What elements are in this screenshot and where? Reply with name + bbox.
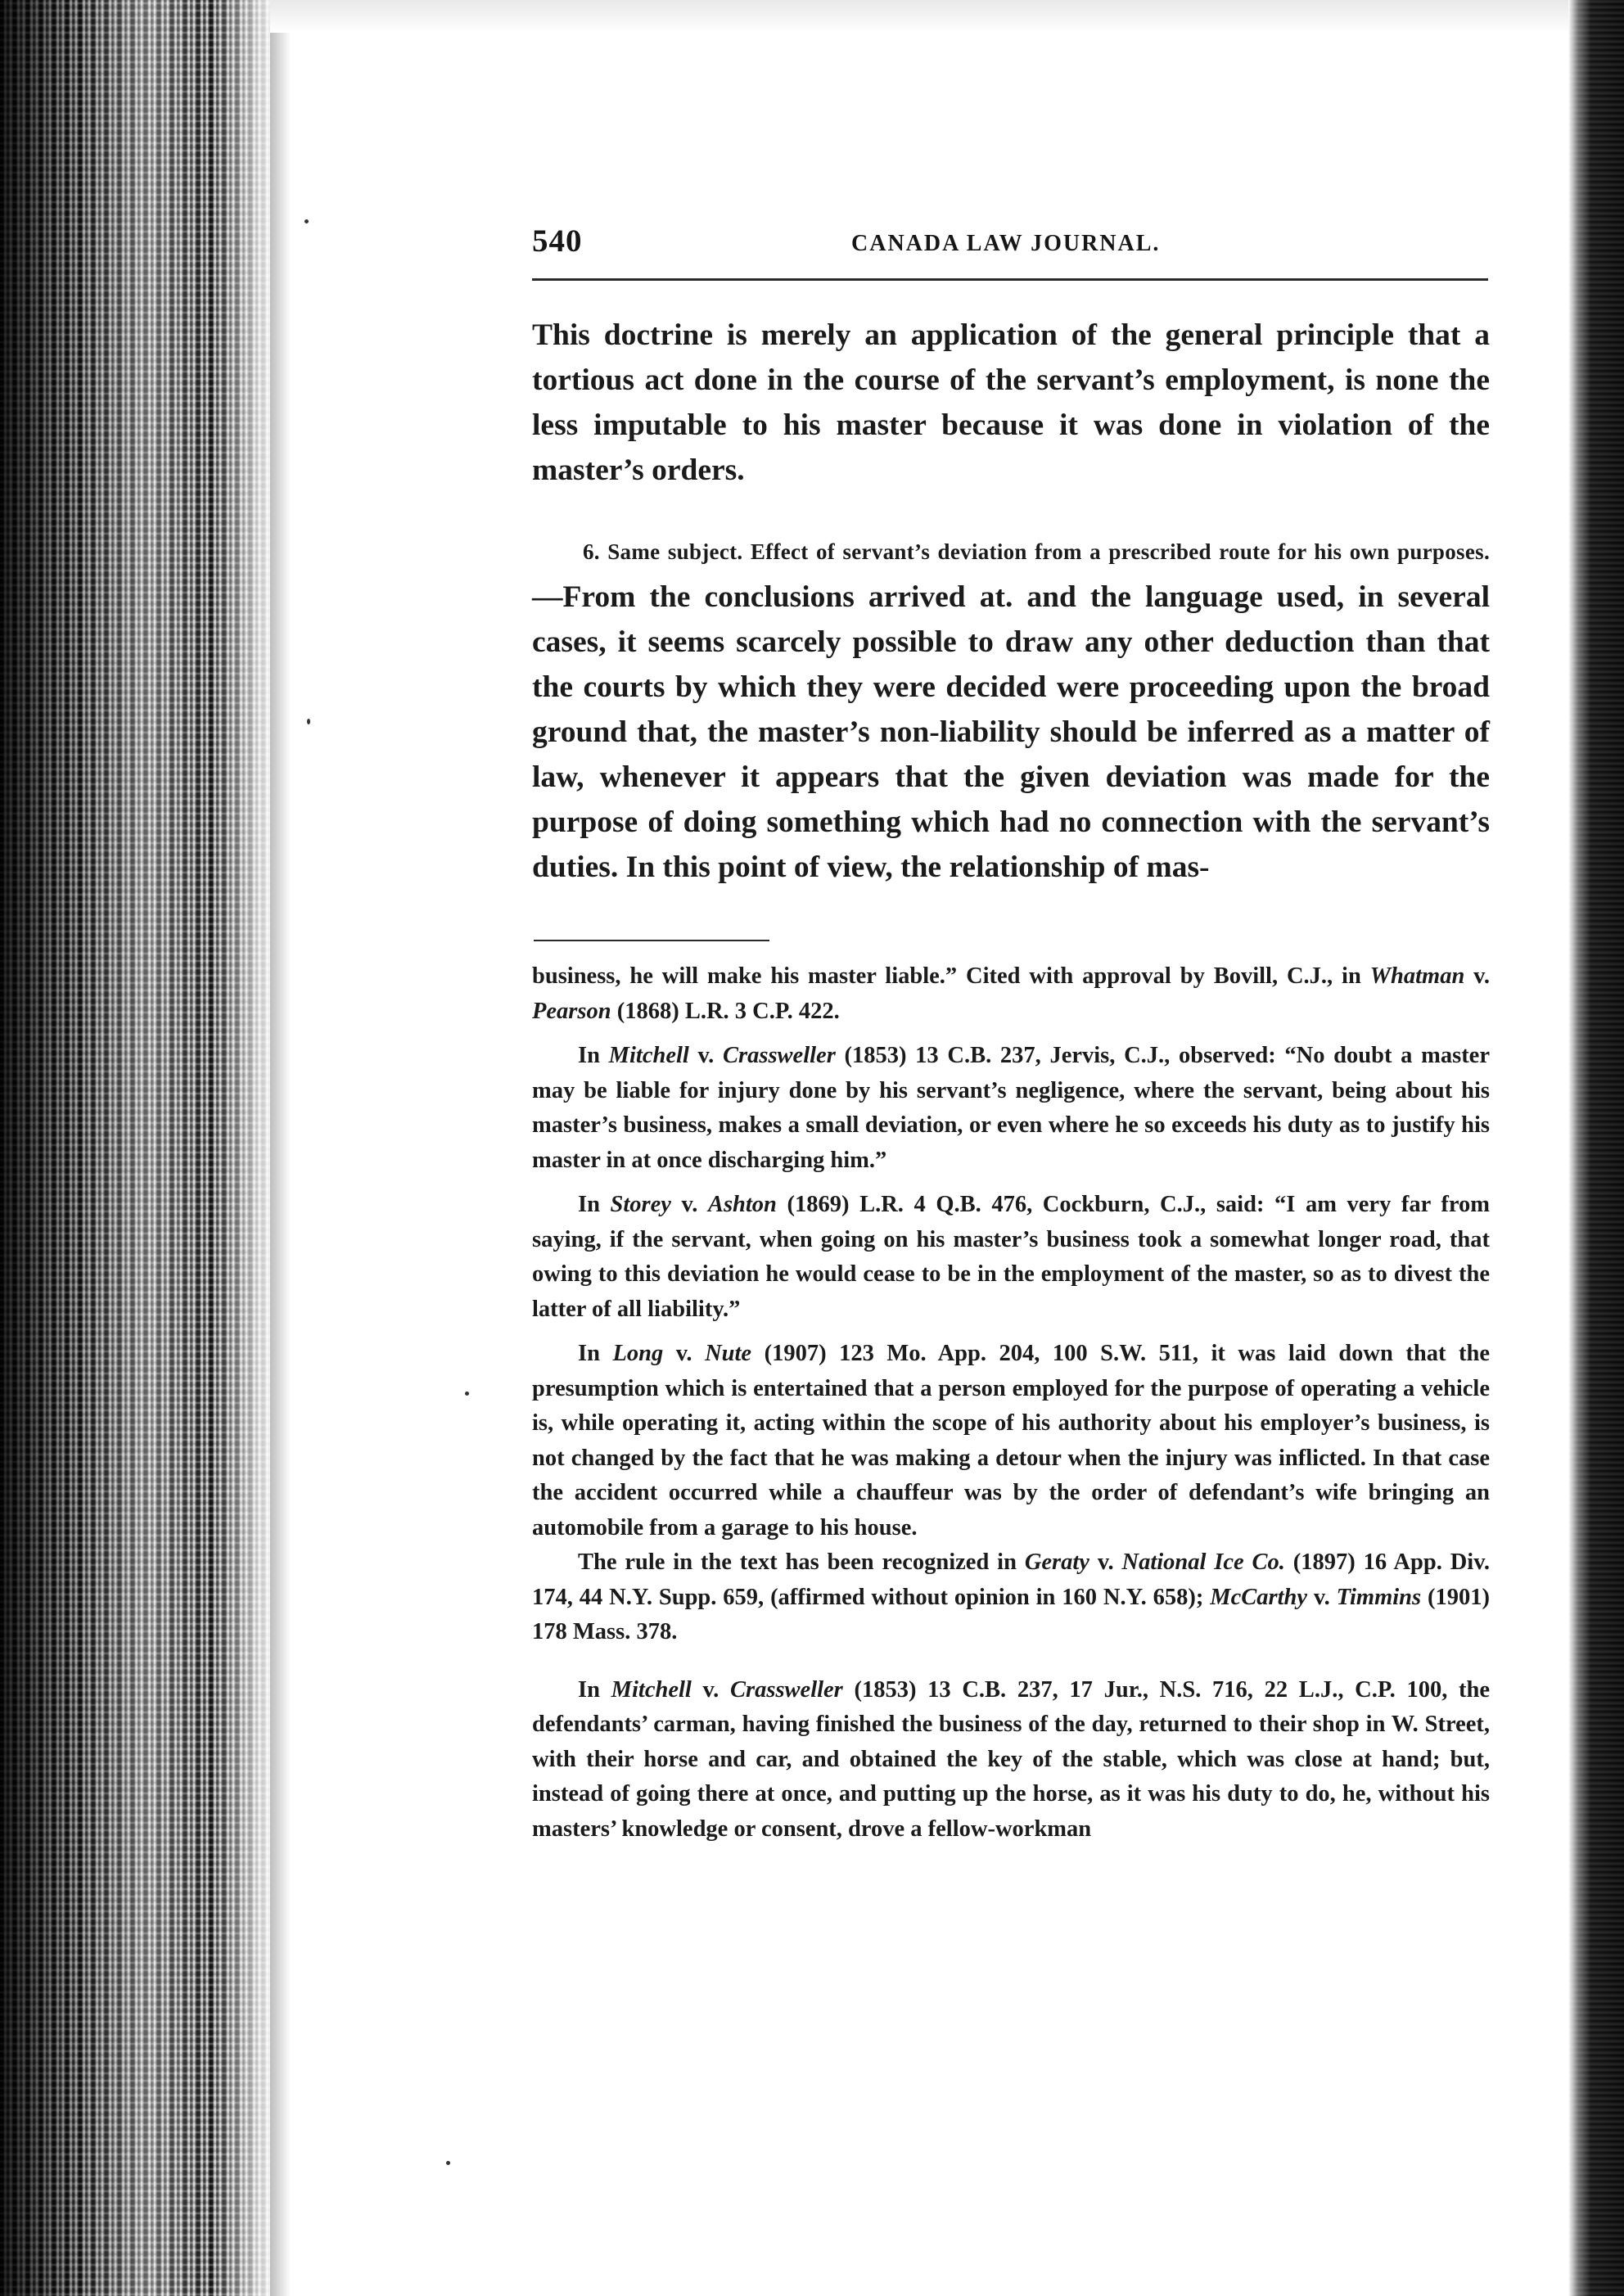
case-name: Mitchell [611, 1676, 692, 1703]
header-rule [532, 278, 1488, 281]
scan-shadow-top [270, 0, 1568, 33]
scan-speck [465, 1392, 469, 1396]
footnote-paragraph: In Storey v. Ashton (1869) L.R. 4 Q.B. 476, Cockburn, C.J., said: “I am very far from saying, if the servant, when going on his master’s business took a somewhat longer road, that owing to this deviation he would cease to be in the employment of the master, so as to divest the latter of all liability.” [532, 1192, 1490, 1322]
case-name: Crassweller [730, 1676, 843, 1703]
scan-speck [307, 719, 310, 724]
footnote-continuation: business, he will make his master liable.” Cited with approval by Bovill, C.J., in Whatman v. Pearson (1868) L.R. 3 C.P. 422. [532, 963, 1490, 1024]
case-name: Mitchell [608, 1043, 689, 1068]
scan-speck [304, 219, 309, 223]
case-name: Geraty [1024, 1549, 1089, 1575]
footnote-paragraph: The rule in the text has been recognized in Geraty v. National Ice Co. (1897) 16 App. Div. 174, 44 N.Y. Supp. 659, (affirmed without opinion in 160 N.Y. 658); McCarthy v. Timmins (1901) 178 Mass. 378. [532, 1549, 1490, 1644]
paragraph-body: —From the conclusions arrived at. and the language used, in several cases, it seems scarcely possible to draw any other deduction than that the courts by which they were decided were proceeding upon the broad ground that, the master’s non-liability should be inferred as a matter of law, whenever it appears that the given deviation was made for the purpose of doing something which had no connection with the servant’s duties. In this point of view, the relationship of mas- [532, 580, 1490, 884]
footnotes [532, 959, 1490, 1847]
case-name: Storey [610, 1192, 671, 1217]
section-heading: 6. Same subject. Effect of servant’s deviation from a prescribed route for his own purposes. [583, 539, 1490, 564]
footnote-paragraph: In Mitchell v. Crassweller (1853) 13 C.B. 237, 17 Jur., N.S. 716, 22 L.J., C.P. 100, the defendants’ carman, having finished the business of the day, returned to their shop in W. Street, with their horse and car, and obtained the key of the stable, which was close at hand; but, instead of going there at once, and putting up the horse, as it was his duty to do, he, without his masters’ knowledge or consent, drove a fellow-workman [532, 1676, 1490, 1842]
body-paragraph-1 [532, 313, 1490, 493]
page-number: 540 [532, 223, 583, 259]
scan-binding-edge-left [0, 0, 270, 2296]
footnote-paragraph: In Long v. Nute (1907) 123 Mo. App. 204, 100 S.W. 511, it was laid down that the presumption which is entertained that a person employed for the purpose of operating a vehicle is, while operating it, acting within the scope of his authority about his employer’s business, is not changed by the fact that he was making a detour when the injury was inflicted. In that case the accident occurred while a chauffeur was by the order of defendant’s wife bringing an automobile from a garage to his house. [532, 1341, 1490, 1540]
footnote-rule [534, 940, 769, 941]
case-name: Whatman [1369, 963, 1465, 989]
case-name: Nute [705, 1341, 752, 1366]
scan-shadow-left [270, 0, 291, 2296]
case-name: Ashton [707, 1192, 777, 1217]
footnote-paragraph: In Mitchell v. Crassweller (1853) 13 C.B. 237, Jervis, C.J., observed: “No doubt a master may be liable for injury done by his servant’s negligence, where the servant, being about his master’s business, makes a small deviation, or even where he so exceeds his duty as to justify his master in at once discharging him.” [532, 1043, 1490, 1173]
running-title: CANADA LAW JOURNAL. [851, 231, 1161, 256]
paragraph-text [532, 527, 1490, 890]
case-name: Timmins [1336, 1584, 1422, 1610]
scan-speck [446, 2161, 450, 2165]
paragraph-text: This doctrine is merely an application of the general principle that a tortious act done in the course of the servant’s employment, is none the less imputable to his master because it was done in violation of the master’s orders. [532, 318, 1490, 487]
body-paragraph-2 [532, 527, 1490, 890]
case-name: Crassweller [723, 1043, 836, 1068]
case-name: Long [612, 1341, 664, 1366]
case-name: Pearson [532, 998, 611, 1024]
case-name: McCarthy [1210, 1584, 1308, 1610]
case-name: National Ice Co. [1121, 1549, 1285, 1575]
scan-edge-right [1568, 0, 1624, 2296]
